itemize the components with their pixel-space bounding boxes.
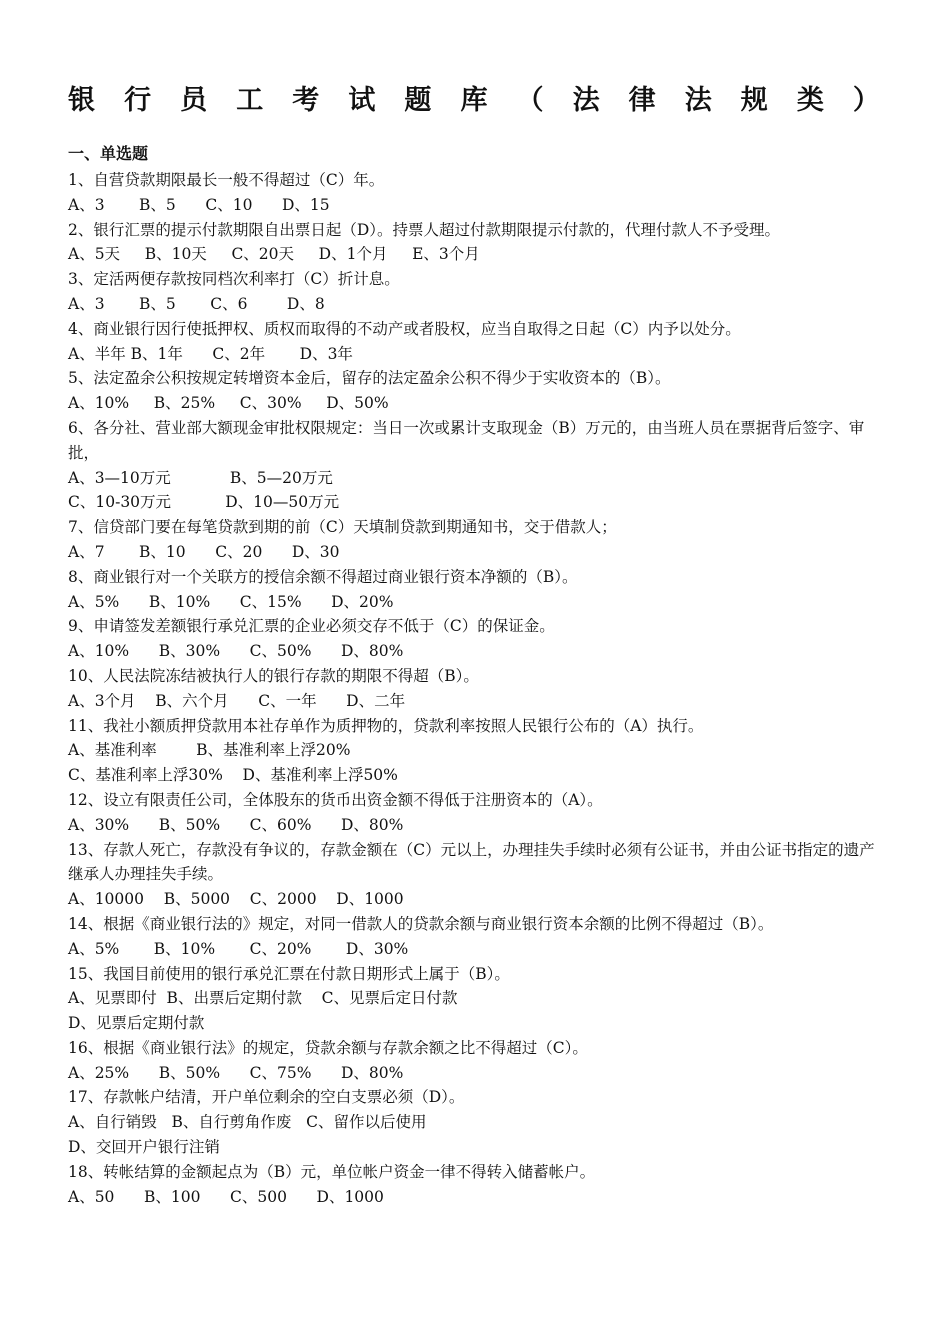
- question-text: 17、存款帐户结清，开户单位剩余的空白支票必须（D）。: [68, 1088, 465, 1107]
- answer-options: A、5% B、10% C、15% D、20%: [68, 592, 394, 611]
- question-text: 15、我国目前使用的银行承兑汇票在付款日期形式上属于（B）。: [68, 964, 510, 983]
- question-text: 5、法定盈余公积按规定转增资本金后，留存的法定盈余公积不得少于实收资本的（B）。: [68, 369, 671, 388]
- title-char: 库: [460, 85, 488, 116]
- question-text: 11、我社小额质押贷款用本社存单作为质押物的，贷款利率按照人民银行公布的（A）执行。: [68, 716, 704, 735]
- question-text: 10、人民法院冻结被执行人的银行存款的期限不得超（B）。: [68, 666, 479, 685]
- answer-options: C、10-30万元 D、10—50万元: [68, 493, 340, 512]
- answer-options: A、3个月 B、六个月 C、一年 D、二年: [68, 691, 406, 710]
- answer-options: D、见票后定期付款: [68, 1014, 205, 1033]
- page-title: [68, 84, 880, 118]
- title-char: 试: [348, 85, 376, 116]
- answer-options: A、10% B、25% C、30% D、50%: [68, 394, 389, 413]
- answer-options: A、3 B、5 C、6 D、8: [68, 294, 325, 313]
- section-heading: 一、单选题: [68, 144, 149, 163]
- title-char: 银: [68, 85, 95, 116]
- title-char: 工: [236, 85, 264, 116]
- question-text: 18、转帐结算的金额起点为（B）元，单位帐户资金一律不得转入储蓄帐户。: [68, 1162, 596, 1181]
- answer-options: A、10% B、30% C、50% D、80%: [68, 642, 404, 661]
- title-char: 类: [796, 85, 824, 116]
- title-char: （: [516, 85, 544, 116]
- question-text: 8、商业银行对一个关联方的授信余额不得超过商业银行资本净额的（B）。: [68, 567, 578, 586]
- question-text: 9、申请签发差额银行承兑汇票的企业必须交存不低于（C）的保证金。: [68, 617, 555, 636]
- answer-options: A、7 B、10 C、20 D、30: [68, 542, 340, 561]
- question-text: 13、存款人死亡，存款没有争议的，存款金额在（C）元以上，办理挂失手续时必须有公证书，并由公证书指定的遗产继承人办理挂失手续。: [68, 840, 875, 884]
- answer-options: D、交回开户银行注销: [68, 1138, 220, 1157]
- title-char: 题: [404, 85, 432, 116]
- answer-options: A、50 B、100 C、500 D、1000: [68, 1187, 384, 1206]
- answer-options: C、基准利率上浮30% D、基准利率上浮50%: [68, 766, 398, 785]
- answer-options: A、3 B、5 C、10 D、15: [68, 195, 330, 214]
- title-char: ）: [852, 85, 880, 116]
- answer-options: A、3—10万元 B、5—20万元: [68, 468, 333, 487]
- question-list: [68, 168, 888, 1209]
- answer-options: A、自行销毁 B、自行剪角作废 C、留作以后使用: [68, 1113, 427, 1132]
- title-char: 律: [628, 85, 656, 116]
- question-text: 1、自营贷款期限最长一般不得超过（C）年。: [68, 171, 385, 189]
- answer-options: A、5天 B、10天 C、20天 D、1个月 E、3个月: [68, 245, 480, 264]
- question-text: 14、根据《商业银行法的》规定，对同一借款人的贷款余额与商业银行资本余额的比例不得超过（B）。: [68, 914, 774, 933]
- question-text: 7、信贷部门要在每笔贷款到期的前（C）天填制贷款到期通知书，交于借款人；: [68, 518, 617, 537]
- title-char: 规: [740, 85, 768, 116]
- question-text: 6、各分社、营业部大额现金审批权限规定：当日一次或累计支取现金（B）万元的，由当班人员在票据背后签字、审批，: [68, 418, 865, 462]
- title-char: 行: [124, 85, 152, 116]
- question-text: 2、银行汇票的提示付款期限自出票日起（D）。持票人超过付款期限提示付款的，代理付款人不予受理。: [68, 220, 781, 239]
- answer-options: A、5% B、10% C、20% D、30%: [68, 939, 409, 958]
- title-char: 法: [572, 85, 600, 116]
- title-char: 法: [684, 85, 712, 116]
- title-char: 员: [180, 85, 208, 116]
- question-text: 16、根据《商业银行法》的规定，贷款余额与存款余额之比不得超过（C）。: [68, 1038, 588, 1057]
- answer-options: A、10000 B、5000 C、2000 D、1000: [68, 890, 404, 909]
- answer-options: A、半年 B、1年 C、2年 D、3年: [68, 344, 353, 363]
- question-text: 3、定活两便存款按同档次利率打（C）折计息。: [68, 270, 400, 289]
- answer-options: A、基准利率 B、基准利率上浮20%: [68, 741, 351, 760]
- answer-options: A、见票即付 B、出票后定期付款 C、见票后定日付款: [68, 989, 458, 1008]
- question-text: 12、设立有限责任公司，全体股东的货币出资金额不得低于注册资本的（A）。: [68, 790, 603, 809]
- answer-options: A、25% B、50% C、75% D、80%: [68, 1063, 404, 1082]
- answer-options: A、30% B、50% C、60% D、80%: [68, 815, 404, 834]
- question-text: 4、商业银行因行使抵押权、质权而取得的不动产或者股权，应当自取得之日起（C）内予以处分。: [68, 319, 741, 338]
- title-char: 考: [292, 85, 320, 116]
